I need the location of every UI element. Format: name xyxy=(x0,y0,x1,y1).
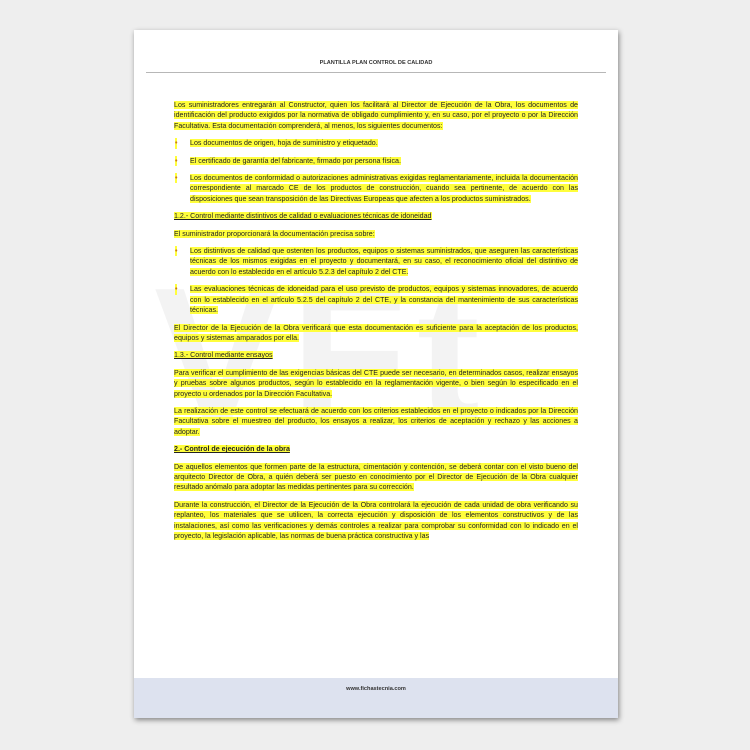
bullet-icon: • xyxy=(175,156,178,165)
section-heading xyxy=(174,444,578,454)
paragraph xyxy=(174,500,578,542)
highlighted-text: De aquellos elementos que formen parte de la estructura, cimentación y contención, se deberá contar con el visto bueno del arquitecto Director de Obra, a quién deberá ser puesto en conocimiento por el Director de Ejecución de la Obra cualquier resultado anómalo para adoptar las medidas pertinentes para su corrección. xyxy=(174,462,578,492)
highlighted-text: El certificado de garantía del fabricante, firmado por persona física. xyxy=(190,156,401,165)
bullet-icon: • xyxy=(175,174,178,183)
highlighted-text: Las evaluaciones técnicas de idoneidad para el uso previsto de productos, equipos y sistemas innovadores, de acuerdo con lo establecido en el artículo 5.2.5 del capítulo 2 del CTE, y la constancia del mantenimiento de sus características técnicas. xyxy=(190,285,578,315)
bullet-icon: • xyxy=(175,247,178,256)
highlighted-text: Los documentos de conformidad o autorizaciones administrativas exigidas reglamentariamente, incluida la documentación correspondiente al marcado CE de los productos de construcción, cuando sea pertinente, de acuerdo con las disposiciones que sean transposición de las Directivas Europeas que afecten a los productos suministrados. xyxy=(190,174,578,203)
highlighted-text: El Director de la Ejecución de la Obra verificará que esta documentación es suficiente para la aceptación de los productos, equipos y sistemas amparados por ella. xyxy=(174,323,578,342)
paragraph xyxy=(174,406,578,437)
paragraph xyxy=(174,462,578,493)
page-header: PLANTILLA PLAN CONTROL DE CALIDAD xyxy=(319,60,433,66)
highlighted-text: 1.3.- Control mediante ensayos xyxy=(174,351,273,360)
highlighted-text: Los documentos de origen, hoja de suministro y etiquetado. xyxy=(190,139,378,148)
bullet-icon: • xyxy=(175,285,178,294)
section-heading xyxy=(174,350,578,360)
document-body xyxy=(174,100,578,548)
bullet-icon: • xyxy=(175,139,178,148)
highlighted-text: Durante la construcción, el Director de la Ejecución de la Obra controlará la ejecución de cada unidad de obra verificando su replanteo, los materiales que se utilicen, la correcta ejecución y disposición de los elementos constructivos y de las instalaciones, así como las verificaciones y demás controles a realizar para comprobar su conformidad con lo indicado en el proyecto, la legislación aplicable, las normas de buena práctica constructiva y las xyxy=(174,500,578,540)
document-page xyxy=(134,30,618,718)
bullet-item xyxy=(174,156,578,166)
highlighted-text: El suministrador proporcionará la documentación precisa sobre: xyxy=(174,229,375,238)
highlighted-text: 1.2.- Control mediante distintivos de calidad o evaluaciones técnicas de idoneidad xyxy=(174,212,432,221)
bullet-item xyxy=(174,173,578,204)
paragraph xyxy=(174,229,578,239)
paragraph xyxy=(174,100,578,131)
bullet-item xyxy=(174,246,578,277)
highlighted-text: 2.- Control de ejecución de la obra xyxy=(174,445,290,454)
highlighted-text: Los distintivos de calidad que ostenten los productos, equipos o sistemas suministrados, que aseguren las características técnicas de los mismos exigidas en el proyecto y documentará, en su caso, el reconocimiento oficial del distintivo de acuerdo con lo establecido en el artículo 5.2.3 del capítulo 2 del CTE. xyxy=(190,247,578,276)
section-heading xyxy=(174,211,578,221)
highlighted-text: Los suministradores entregarán al Constructor, quien los facilitará al Director de Ejecución de la Obra, los documentos de identificación del producto exigidos por la normativa de obligado cumplimiento y, en su caso, por el proyecto o por la Dirección Facultativa. Esta documentación comprenderá, al menos, los siguientes documentos: xyxy=(174,101,578,130)
highlighted-text: La realización de este control se efectuará de acuerdo con los criterios establecidos en el proyecto o indicados por la Dirección Facultativa sobre el muestreo del producto, los ensayos a realizar, los criterios de aceptación y rechazo y las acciones a adoptar. xyxy=(174,406,578,436)
bullet-item xyxy=(174,284,578,315)
page-footer xyxy=(134,678,618,718)
bullet-item xyxy=(174,138,578,148)
paragraph xyxy=(174,323,578,344)
footer-url: www.fichastecnia.com xyxy=(346,686,406,692)
highlighted-text: Para verificar el cumplimiento de las exigencias básicas del CTE puede ser necesario, en determinados casos, realizar ensayos y pruebas sobre algunos productos, según lo establecido en la reglamentación vigente, o bien según lo especificado en el proyecto u ordenados por la Dirección Facultativa. xyxy=(174,368,578,398)
paragraph xyxy=(174,368,578,399)
header-divider xyxy=(146,72,606,73)
